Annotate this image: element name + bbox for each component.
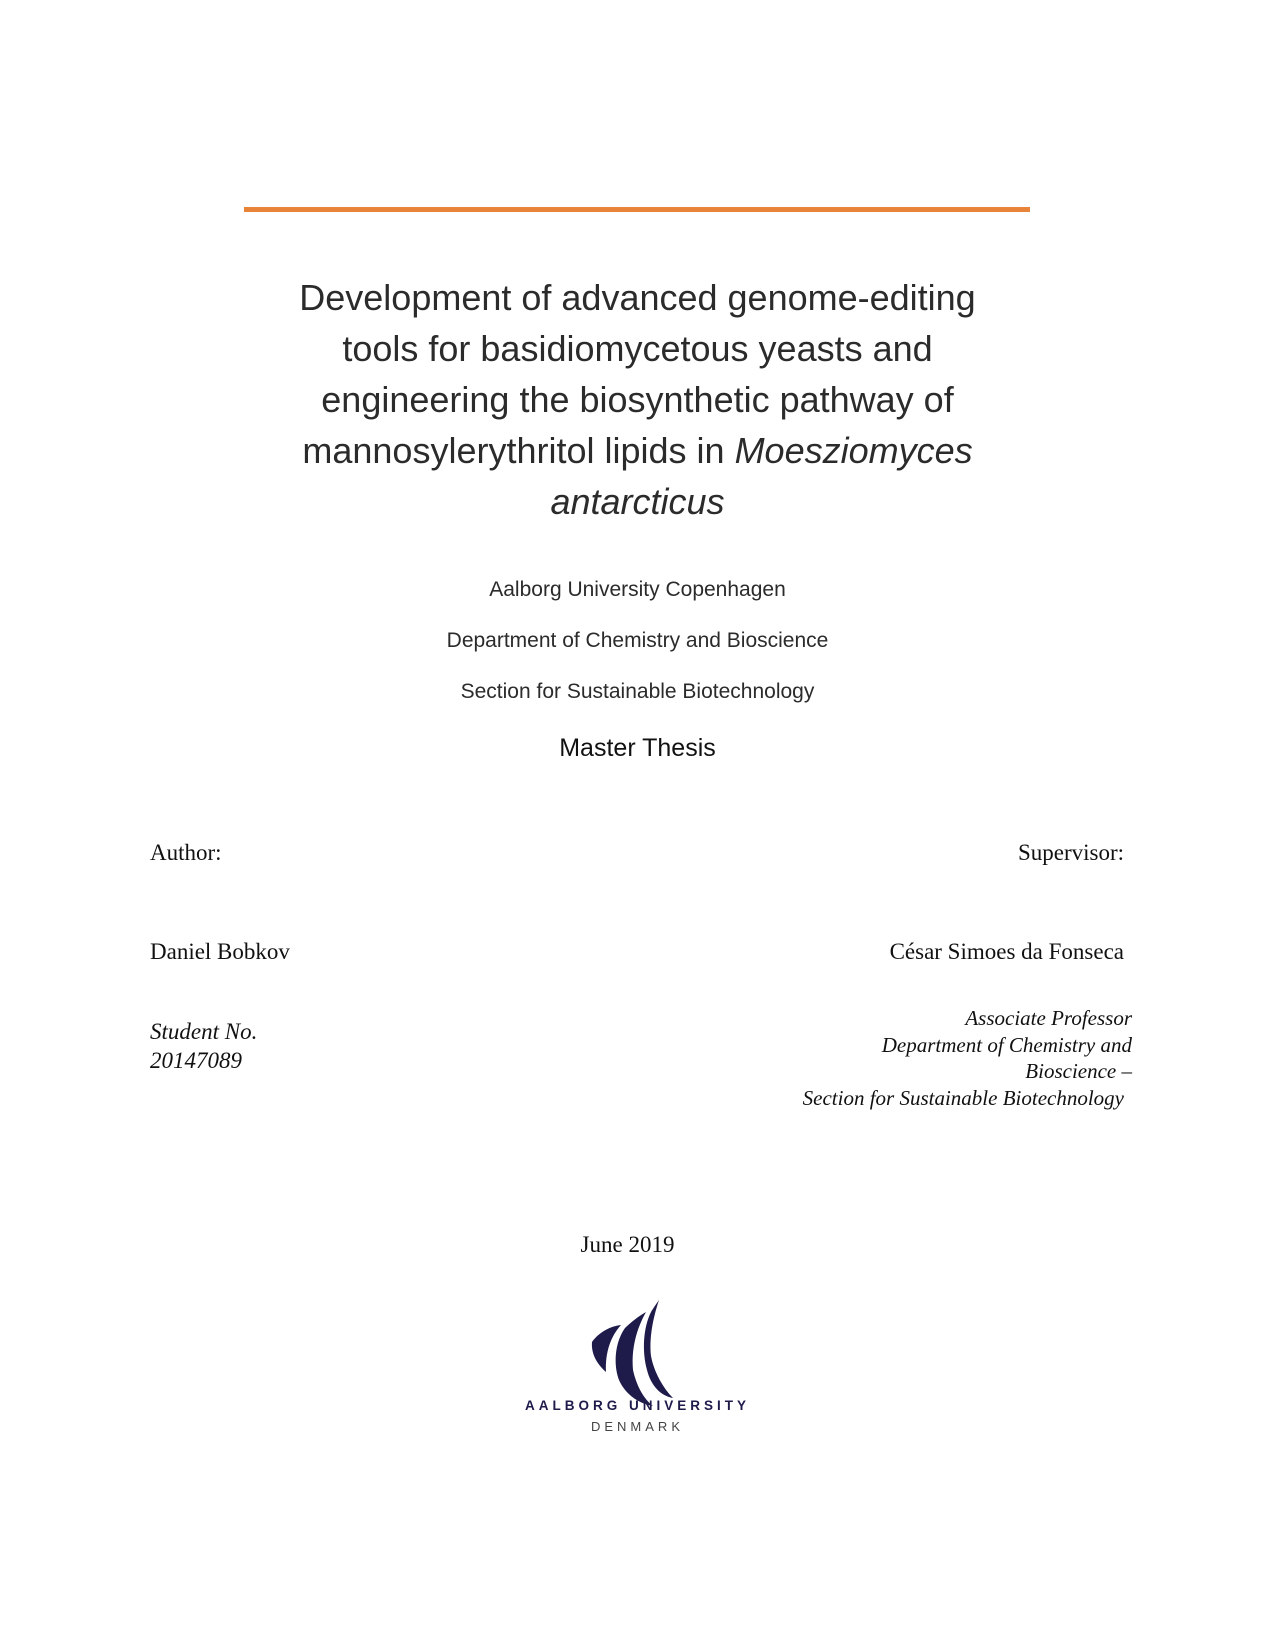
author-name: Daniel Bobkov <box>150 939 290 964</box>
student-number: 20147089 <box>150 1048 242 1073</box>
logo-wordmark: AALBORG UNIVERSITY <box>524 1398 750 1413</box>
supervisor-department-line-2: Bioscience – <box>1025 1059 1132 1083</box>
student-number-block <box>150 1017 257 1075</box>
thesis-title <box>230 272 1045 527</box>
title-line-1: Development of advanced genome-editing <box>299 277 976 318</box>
supervisor-name: César Simoes da Fonseca <box>889 939 1124 964</box>
title-top-rule <box>244 207 1030 212</box>
title-species-genus: Moesziomyces <box>734 430 973 471</box>
affiliation-department: Department of Chemistry and Bioscience <box>446 629 829 652</box>
supervisor-label: Supervisor: <box>1017 840 1124 865</box>
author-label: Author: <box>150 840 222 865</box>
title-line-4 <box>230 425 1045 476</box>
affiliation-section: Section for Sustainable Biotechnology <box>460 680 815 703</box>
affiliation-university: Aalborg University Copenhagen <box>489 578 786 601</box>
thesis-type: Master Thesis <box>559 734 716 762</box>
title-line-4-plain: mannosylerythritol lipids in <box>302 430 735 471</box>
aalborg-university-wave-logo-icon <box>533 1298 745 1438</box>
supervisor-section: Section for Sustainable Biotechnology <box>802 1085 1124 1110</box>
supervisor-details <box>712 1005 1132 1111</box>
supervisor-title: Associate Professor <box>965 1006 1132 1030</box>
title-line-3: engineering the biosynthetic pathway of <box>321 379 954 420</box>
logo-country: DENMARK <box>590 1419 684 1434</box>
submission-date: June 2019 <box>580 1232 675 1257</box>
student-number-label: Student No. <box>150 1019 258 1044</box>
supervisor-department-line-1: Department of Chemistry and <box>881 1032 1132 1057</box>
title-species-epithet: antarcticus <box>550 481 725 522</box>
title-line-2: tools for basidiomycetous yeasts and <box>342 328 933 369</box>
